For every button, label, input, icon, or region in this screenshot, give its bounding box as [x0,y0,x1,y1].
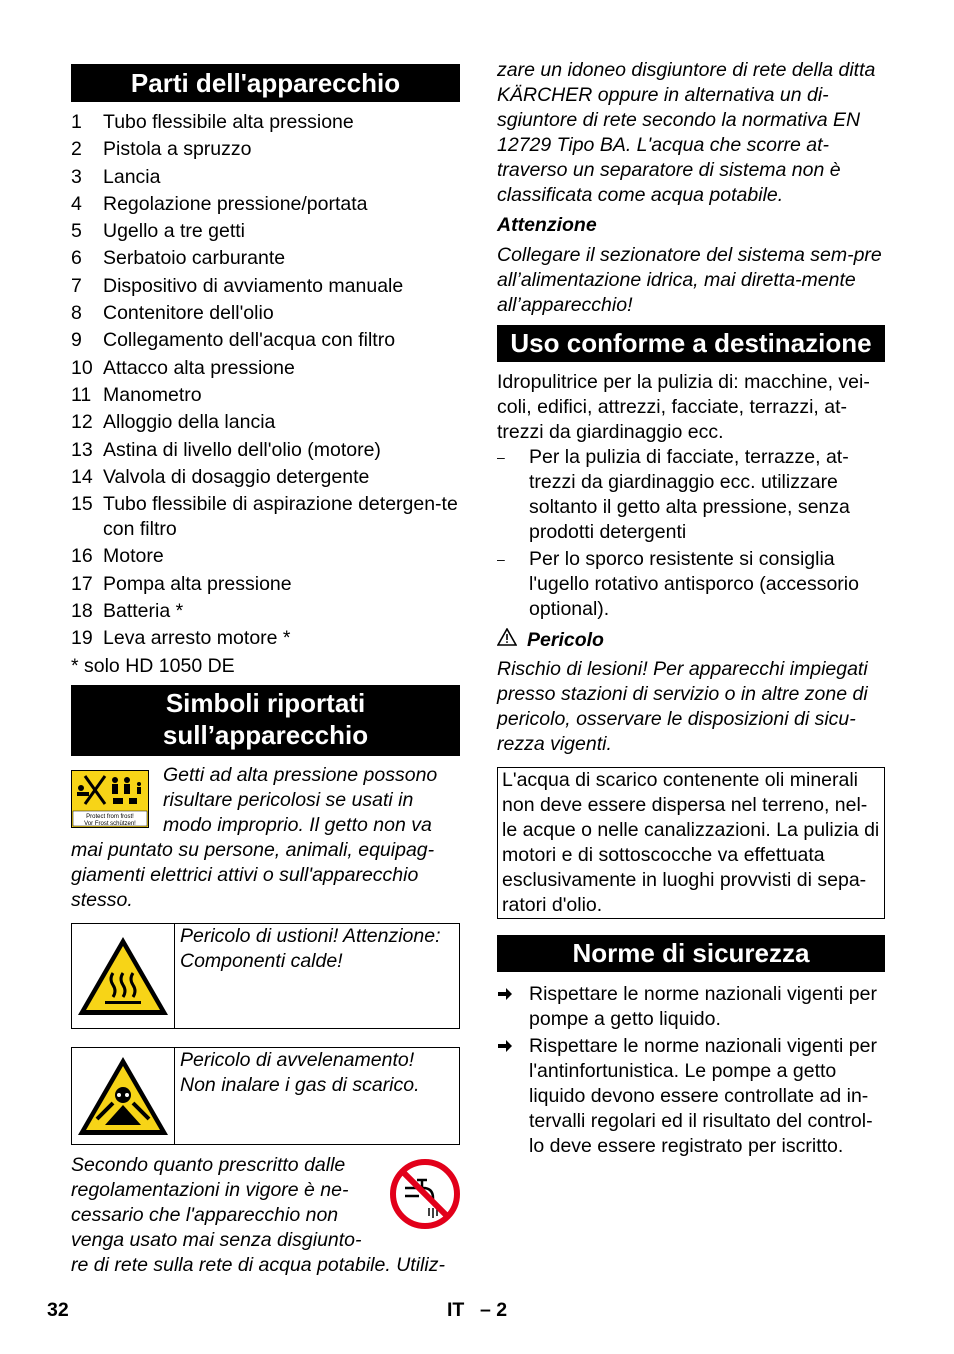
safety-arrow-item [497,982,885,1032]
parts-list-item [71,246,460,271]
danger-label-row [497,628,885,653]
poison-gas-text: Pericolo di avvelenamento! Non inalare i gas di scarico. [180,1049,420,1096]
parts-item-number: 11 [71,383,92,406]
parts-item-label: Astina di livello dell'olio (motore) [103,438,381,461]
parts-item-label: Collegamento dell'acqua con filtro [103,329,396,352]
parts-item-number: 9 [71,329,82,352]
parts-item-label: Pompa alta pressione [103,572,292,595]
page-number: 32 [47,1299,69,1321]
oil-water-notice-box: L'acqua di scarico contenente oli minerali non deve essere dispersa nel terreno, nel-le acque o nelle canalizzazioni. La pulizia di motori e di sottoscocche va effettuata esclusivamente in luoghi provvisti di sepa-ratori d'olio. [497,767,885,919]
parts-list-item [71,219,460,244]
parts-list [71,110,460,679]
use-dash-text: Per la pulizia di facciate, terrazze, at-trezzi da giardinaggio ecc. utilizzare soltanto il getto alta pressione, senza prodotti detergenti [529,446,850,543]
parts-list-item [71,544,460,569]
parts-list-item [71,383,460,408]
use-dash-list [497,445,885,624]
hot-surface-table [71,923,460,1029]
parts-item-number: 4 [71,192,82,215]
parts-item-label: Manometro [103,383,202,406]
parts-item-number: 3 [71,165,82,188]
hot-surface-text: Pericolo di ustioni! Attenzione: Componenti calde! [180,925,441,972]
safety-heading: Norme di sicurezza [497,935,885,972]
parts-list-item [71,492,460,542]
parts-heading: Parti dell'apparecchio [71,64,460,102]
parts-item-label: Leva arresto motore * [103,627,291,650]
frost-label-2: Vor Frost schützen! [84,821,136,827]
parts-item-number: 7 [71,274,82,297]
danger-label: Pericolo [527,629,604,651]
parts-list-item [71,626,460,651]
arrow-right-icon [497,982,529,1032]
dash-marker: – [497,449,505,465]
use-dash-text: Per lo sporco resistente si consiglia l'ugello rotativo antisporco (accessorio optional). [529,548,859,620]
dash-marker: – [497,551,505,567]
parts-item-number: 1 [71,111,82,133]
language-code: IT [447,1299,465,1321]
parts-list-item [71,599,460,624]
parts-list-item [71,465,460,490]
parts-item-number: 19 [71,627,93,650]
hot-surface-icon [72,924,175,1028]
poison-gas-table [71,1047,460,1145]
parts-list-item [71,301,460,326]
parts-item-number: 8 [71,302,82,325]
parts-list-item [71,110,460,135]
arrow-right-icon [497,1034,529,1159]
use-heading: Uso conforme a destinazione [497,325,885,362]
frost-label-1: Protect from frost! [86,814,134,820]
parts-item-number: 6 [71,247,82,270]
parts-list-item [71,328,460,353]
parts-item-label: Attacco alta pressione [103,356,295,379]
use-dash-item [497,547,885,622]
use-dash-item [497,445,885,545]
parts-list-item [71,356,460,381]
parts-item-number: 14 [71,465,93,488]
parts-item-number: 16 [71,545,93,568]
parts-item-label: Dispositivo di avviamento manuale [103,274,404,297]
attention-text: Collegare il sezionatore del sistema sem-pre all’alimentazione idrica, mai diretta-mente all’apparecchio! [497,244,882,316]
symbol-text-1-content: Getti ad alta pressione possono risultare pericolosi se usati in modo improprio. Il getto non va mai puntato su persone, animali, equipag-giamenti elettrici attivi o sull'apparecchio stesso. [71,764,438,911]
parts-note: * solo HD 1050 DE [71,654,235,677]
parts-item-label: Lancia [103,165,161,188]
safety-arrow-text: Rispettare le norme nazionali vigenti per l'antinfortunistica. Le pompe a getto liquido devono essere controllate ad in-tervalli regolari ed il risultato del control-lo deve essere registrato per iscritto. [529,1035,877,1157]
symbol-text-1 [71,763,460,913]
parts-list-item [71,274,460,299]
parts-item-number: 13 [71,438,93,461]
parts-item-number: 5 [71,220,82,243]
separator-continuation-text: zare un idoneo disgiuntore di rete della ditta KÄRCHER oppure in alternativa un di-sgiuntore di rete secondo la normativa EN 12729 Tipo BA. L'acqua che scorre at-traverso un separatore di sistema non è classificata come acqua potabile. [497,59,876,206]
separator-text: Secondo quanto prescritto dalle regolamentazioni in vigore è ne-cessario che l'apparecchio non venga usato mai senza disgiunto-re di rete sulla rete di acqua potabile. Utiliz- [71,1154,445,1276]
sub-page-number: – 2 [480,1299,508,1321]
danger-text: Rischio di lesioni! Per apparecchi impiegati presso stazioni di servizio o in altre zone di pericolo, osservare le disposizioni di sicu-rezza vigenti. [497,658,868,755]
parts-item-label: Valvola di dosaggio detergente [103,465,370,488]
parts-list-item [71,438,460,463]
parts-list-item [71,410,460,435]
parts-list-item [71,137,460,162]
safety-arrow-text: Rispettare le norme nazionali vigenti per pompe a getto liquido. [529,983,877,1030]
parts-item-number: 17 [71,572,93,595]
parts-item-number: 18 [71,600,93,623]
parts-item-label: Alloggio della lancia [103,411,276,434]
safety-arrow-list [497,982,885,1161]
parts-item-number: 15 [71,493,93,516]
warning-triangle-icon [497,628,527,653]
poison-gas-icon [72,1048,175,1144]
symbols-heading-line-1: Simboli riportati [165,688,366,718]
symbols-heading-line-2: sull’apparecchio [162,720,369,750]
no-drinking-water-connection-icon [389,1158,461,1230]
parts-item-label: Ugello a tre getti [103,220,245,243]
parts-item-label: Tubo flessibile alta pressione [103,111,354,133]
parts-item-label: Motore [103,545,164,568]
symbols-heading [71,685,460,756]
parts-item-label: Contenitore dell'olio [103,302,274,325]
parts-item-label: Pistola a spruzzo [103,138,252,161]
parts-item-number: 12 [71,411,93,434]
parts-item-label: Serbatoio carburante [103,247,286,270]
parts-list-item [71,192,460,217]
use-text: Idropulitrice per la pulizia di: macchine, vei-coli, edifici, attrezzi, facciate, terrazzi, at-trezzi da giardinaggio ecc. [497,371,870,443]
parts-list-item [71,572,460,597]
parts-item-label: Tubo flessibile di aspirazione detergen-te con filtro [103,493,458,541]
parts-item-label: Regolazione pressione/portata [103,192,368,215]
attention-label: Attenzione [497,214,597,236]
parts-list-item [71,165,460,190]
safety-arrow-item [497,1034,885,1159]
parts-item-number: 2 [71,138,82,161]
parts-item-number: 10 [71,356,93,379]
parts-item-label: Batteria * [103,600,184,623]
